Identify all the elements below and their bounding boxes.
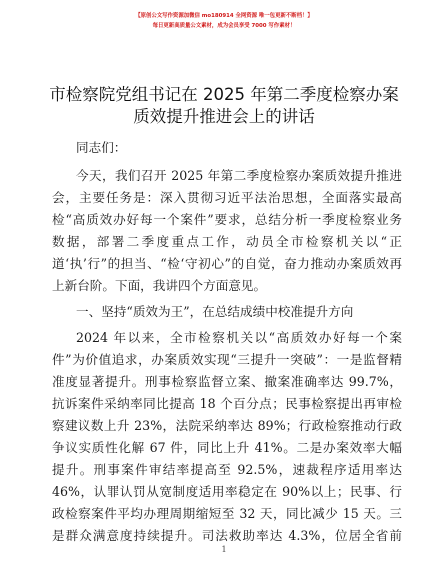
paragraph-line: 准度显著提升。刑事检察监督立案、撤案准确率达 99.7%， xyxy=(52,374,402,389)
salutation: 同志们： xyxy=(76,140,127,155)
promo-banner-line-2: 每日更新高质量公文素材，成为会员享受 7000 写作素材！ xyxy=(152,23,296,29)
paragraph-line: 件”为价值追求，办案质效实现“三提升一突破”：一是监督精 xyxy=(52,352,402,367)
paragraph-line: 上新台阶。下面，我讲四个方面意见。 xyxy=(52,278,267,293)
paragraph-line: 2024 年以来，全市检察机关以“高质效办好每一个案 xyxy=(76,330,402,345)
paragraph-line: 道‘执’行”的担当、“检‘守初心”的自觉，奋力推动办案质效再 xyxy=(52,256,402,271)
paragraph-line: 46%，认罪认罚从宽制度适用率稳定在 90%以上；民事、行 xyxy=(52,484,402,499)
paragraph-line: 是群众满意度持续提升。司法救助率达 4.3%，位居全省前 xyxy=(52,528,402,543)
paragraph-line: 提升。刑事案件审结率提高至 92.5%，速裁程序适用率达 xyxy=(52,462,402,477)
paragraph-line: 检“高质效办好每一个案件”要求，总结分析一季度检察业务 xyxy=(52,212,402,227)
promo-banner-line-1: 【原创公文写作资源加微信 mo180914 全网资源 唯一包更新不断档！】 xyxy=(135,13,313,19)
section-heading: 一、坚持“质效为王”，在总结成绩中校准提升方向 xyxy=(76,304,354,319)
document-title-line-2: 质效提升推进会上的讲话 xyxy=(133,107,315,126)
document-title-line-1: 市检察院党组书记在 2025 年第二季度检察办案 xyxy=(49,85,399,104)
paragraph-line: 争议实质性化解 67 件，同比上升 41%。二是办案效率大幅 xyxy=(52,440,402,455)
paragraph-line: 今天，我们召开 2025 年第二季度检察办案质效提升推进 xyxy=(76,168,402,183)
paragraph-line: 抗诉案件采纳率同比提高 18 个百分点；民事检察提出再审检 xyxy=(52,396,402,411)
page-number: 1 xyxy=(221,545,227,554)
paragraph-line: 会，主要任务是：深入贯彻习近平法治思想，全面落实最高 xyxy=(52,190,402,205)
paragraph-line: 数据，部署二季度重点工作，动员全市检察机关以“正 xyxy=(52,234,402,249)
paragraph-line: 察建议数上升 23%，法院采纳率达 89%；行政检察推动行政 xyxy=(52,418,402,433)
paragraph-line: 政检察案件平均办理周期缩短至 32 天，同比减少 15 天。三 xyxy=(52,506,402,521)
